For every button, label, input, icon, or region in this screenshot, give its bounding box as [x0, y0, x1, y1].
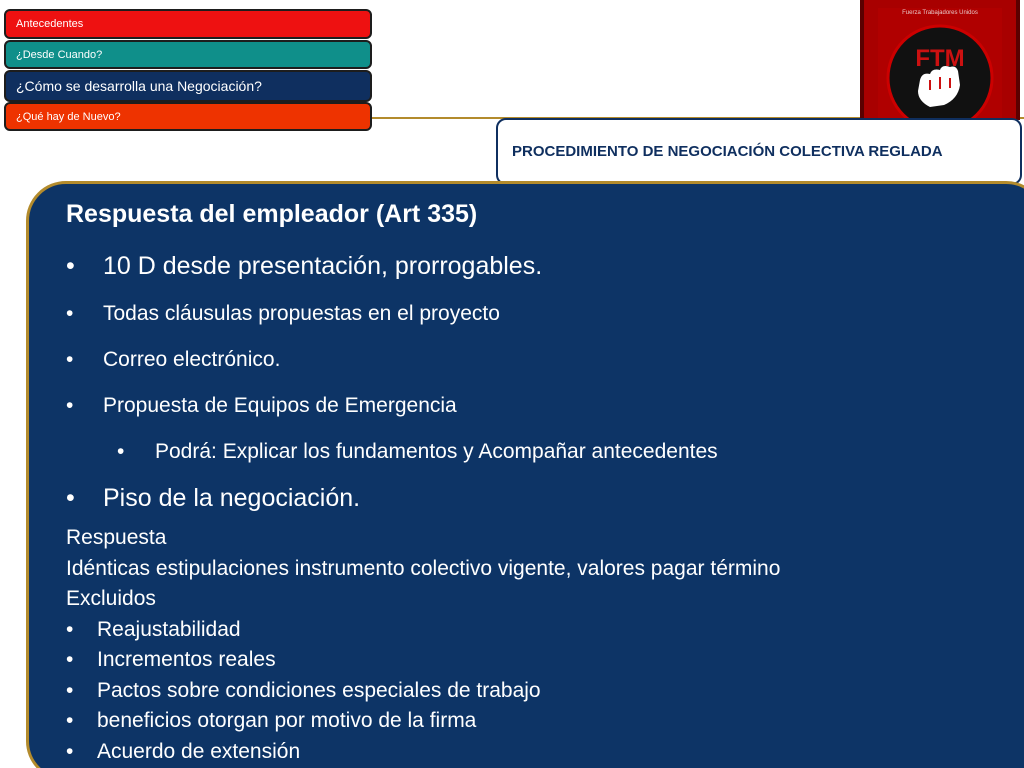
nav-tab-label: ¿Qué hay de Nuevo?: [16, 110, 121, 123]
bullet-item: • Todas cláusulas propuestas en el proyecto: [66, 299, 1006, 329]
nav-tab-desde-cuando[interactable]: [4, 40, 372, 69]
nav-tab-label: ¿Cómo se desarrolla una Negociación?: [16, 78, 262, 94]
raised-fist-icon: [878, 8, 1002, 120]
logo-text: FTM: [915, 45, 965, 72]
nav-tab-antecedentes[interactable]: [4, 9, 372, 39]
respuesta-label: Respuesta: [66, 526, 167, 549]
excluido-item: • Incrementos reales: [66, 645, 1006, 676]
excluido-item: • beneficios otorgan por motivo de la firma: [66, 706, 1006, 737]
nav-tab-que-hay-de-nuevo[interactable]: [4, 102, 372, 131]
nav-tab-label: ¿Desde Cuando?: [16, 48, 103, 61]
nav-tab-como-se-desarrolla[interactable]: [4, 70, 372, 102]
bullet-item-piso: • Piso de la negociación.: [66, 481, 1006, 515]
section-title: PROCEDIMIENTO DE NEGOCIACIÓN COLECTIVA REGLADA: [512, 143, 943, 160]
content-body: [66, 197, 1006, 767]
bullet-item: • 10 D desde presentación, prorrogables.: [66, 249, 1006, 283]
respuesta-text: Idénticas estipulaciones instrumento colectivo vigente, valores pagar término: [66, 556, 781, 580]
excluido-item: • Acuerdo de extensión: [66, 737, 1006, 768]
excluido-item: • Reajustabilidad: [66, 615, 1006, 646]
excluido-item: • Pactos sobre condiciones especiales de trabajo: [66, 676, 1006, 707]
section-header: [496, 118, 1022, 185]
logo-tagline: Fuerza Trabajadores Unidos: [902, 10, 978, 16]
sub-bullet-item: • Podrá: Explicar los fundamentos y Acompañar antecedentes: [66, 437, 1006, 467]
excluidos-label: Excluidos: [66, 587, 156, 610]
ftm-logo: [860, 0, 1020, 120]
bullet-item: • Propuesta de Equipos de Emergencia: [66, 391, 1006, 421]
nav-tab-label: Antecedentes: [16, 18, 84, 30]
logo-badge: [878, 8, 1002, 120]
content-heading: Respuesta del empleador (Art 335): [66, 200, 478, 228]
bullet-item: • Correo electrónico.: [66, 345, 1006, 375]
